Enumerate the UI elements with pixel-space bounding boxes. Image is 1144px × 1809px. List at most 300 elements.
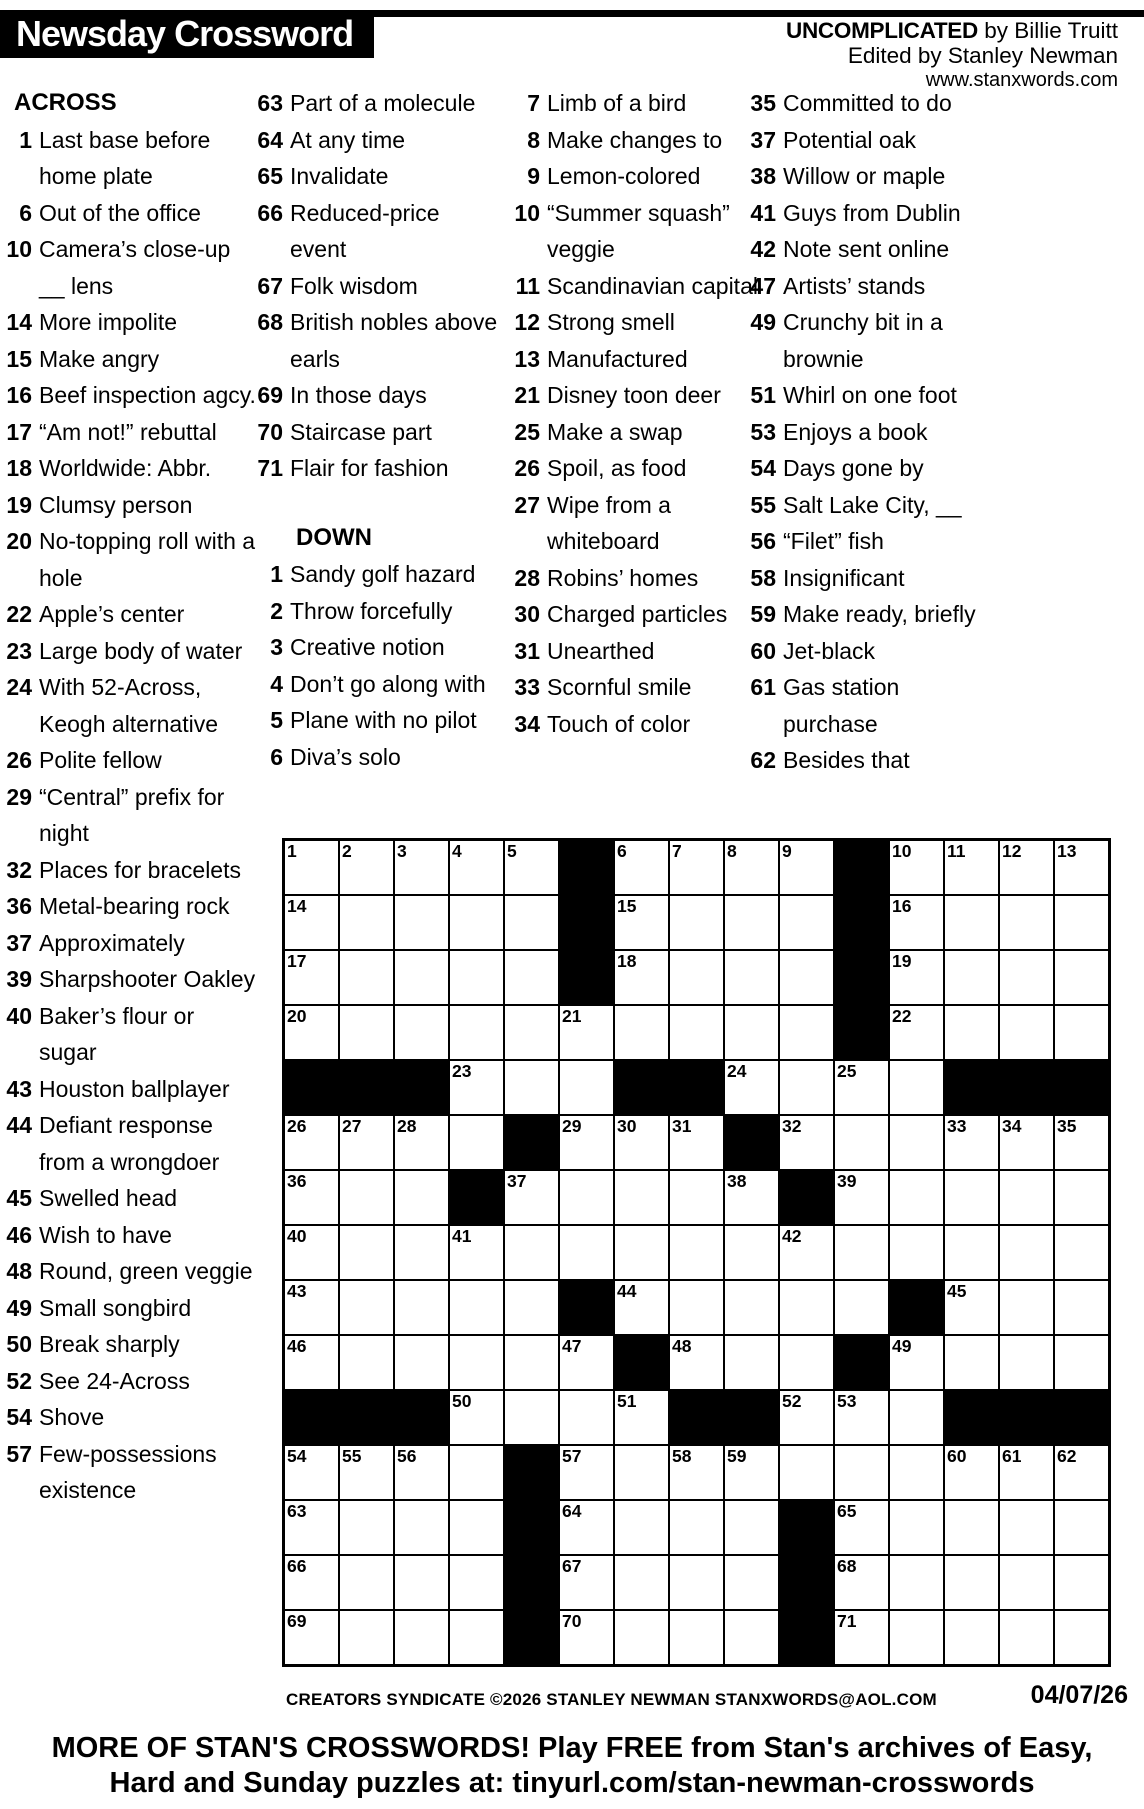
grid-cell[interactable] [724, 1555, 779, 1610]
grid-cell[interactable] [614, 1280, 669, 1335]
clue-number: 50 [6, 1331, 32, 1357]
clue-number: 23 [6, 637, 32, 664]
clue-text: Guys from Dublin [783, 199, 961, 226]
grid-cell[interactable] [724, 1170, 779, 1225]
grid-cell[interactable] [834, 1170, 889, 1225]
clue-number: 53 [750, 418, 776, 445]
grid-cell[interactable] [559, 1005, 614, 1060]
clue-text: Artists’ stands [783, 272, 926, 299]
clue-text: Strong smell [547, 309, 675, 335]
clue-text: Days gone by [783, 455, 924, 481]
grid-cell[interactable] [779, 1115, 834, 1170]
clue-across-20 [0, 523, 256, 596]
grid-cell[interactable] [339, 1500, 394, 1555]
clue-across-6 [0, 195, 256, 232]
grid-cell[interactable] [284, 840, 339, 895]
grid-cell[interactable] [889, 1005, 944, 1060]
grid-cell[interactable] [779, 1225, 834, 1280]
cell-number: 58 [672, 1446, 692, 1466]
grid-cell[interactable] [669, 950, 724, 1005]
clue-text: Break sharply [39, 1331, 180, 1357]
grid-cell[interactable] [779, 1445, 834, 1500]
grid-cell[interactable] [834, 1500, 889, 1555]
grid-cell[interactable] [944, 1555, 999, 1610]
grid-cell[interactable] [339, 1225, 394, 1280]
grid-cell[interactable] [1054, 1335, 1109, 1390]
grid-cell[interactable] [999, 1225, 1054, 1280]
grid-cell[interactable] [284, 1005, 339, 1060]
clue-down-28 [508, 560, 760, 597]
grid-cell[interactable] [394, 1445, 449, 1500]
grid-cell[interactable] [559, 1170, 614, 1225]
clue-number: 56 [750, 528, 776, 554]
grid-cell[interactable] [559, 1500, 614, 1555]
clue-number: 55 [750, 491, 776, 518]
grid-cell[interactable] [559, 1060, 614, 1115]
grid-cell[interactable] [1054, 1445, 1109, 1500]
grid-cell[interactable] [944, 895, 999, 950]
grid-cell[interactable] [1054, 950, 1109, 1005]
clue-number: 11 [515, 272, 540, 299]
clue-number: 3 [270, 634, 283, 660]
clue-number: 18 [6, 455, 32, 481]
grid-cell[interactable] [724, 1225, 779, 1280]
grid-cell[interactable] [449, 1005, 504, 1060]
grid-cell[interactable] [944, 1280, 999, 1335]
grid-cell[interactable] [834, 1555, 889, 1610]
grid-cell[interactable] [284, 1500, 339, 1555]
grid-cell[interactable] [669, 1610, 724, 1665]
grid-cell[interactable] [779, 950, 834, 1005]
clue-number: 36 [6, 893, 32, 919]
grid-cell[interactable] [614, 895, 669, 950]
clue-text: Plane with no pilot [290, 707, 477, 733]
grid-cell[interactable] [779, 1335, 834, 1390]
grid-cell[interactable] [559, 1225, 614, 1280]
clue-text: Insignificant [783, 564, 905, 591]
clue-down-47 [744, 268, 994, 305]
grid-cell[interactable] [669, 1500, 724, 1555]
grid-cell[interactable] [779, 1060, 834, 1115]
grid-cell[interactable] [1054, 840, 1109, 895]
cell-number: 50 [452, 1391, 472, 1411]
grid-cell[interactable] [449, 1115, 504, 1170]
grid-cell[interactable] [559, 1555, 614, 1610]
grid-cell[interactable] [504, 950, 559, 1005]
grid-cell[interactable] [449, 840, 504, 895]
grid-cell[interactable] [284, 1445, 339, 1500]
grid-cell[interactable] [1054, 1005, 1109, 1060]
clue-number: 24 [6, 674, 32, 700]
clue-text: Crunchy bit in a brownie [783, 309, 943, 372]
grid-cell[interactable] [339, 1335, 394, 1390]
clue-number: 46 [6, 1221, 32, 1248]
grid-cell[interactable] [449, 1335, 504, 1390]
grid-cell[interactable] [834, 1280, 889, 1335]
clue-down-34 [508, 706, 760, 743]
grid-cell[interactable] [944, 1115, 999, 1170]
grid-cell[interactable] [449, 1555, 504, 1610]
page-title: Newsday Crossword [0, 10, 374, 58]
cell-number: 9 [782, 841, 792, 861]
clue-across-36 [0, 888, 256, 925]
clue-text: Sharpshooter Oakley [39, 966, 256, 992]
grid-cell[interactable] [449, 1610, 504, 1665]
grid-cell[interactable] [669, 840, 724, 895]
grid-cell[interactable] [724, 840, 779, 895]
clue-across-26 [0, 742, 256, 779]
clue-number: 41 [750, 199, 776, 226]
promo-text [0, 1731, 1144, 1801]
grid-cell[interactable] [614, 1115, 669, 1170]
grid-cell[interactable] [614, 1610, 669, 1665]
grid-cell[interactable] [889, 1445, 944, 1500]
grid-cell[interactable] [999, 840, 1054, 895]
grid-cell[interactable] [944, 1335, 999, 1390]
grid-cell[interactable] [944, 1445, 999, 1500]
clue-number: 15 [6, 345, 32, 372]
grid-cell[interactable] [284, 1170, 339, 1225]
grid-cell[interactable] [559, 1445, 614, 1500]
clue-down-31 [508, 633, 760, 670]
grid-cell[interactable] [504, 1170, 559, 1225]
grid-cell[interactable] [394, 1225, 449, 1280]
grid-cell[interactable] [889, 1170, 944, 1225]
grid-cell[interactable] [889, 950, 944, 1005]
grid-cell[interactable] [889, 1060, 944, 1115]
grid-cell[interactable] [504, 1280, 559, 1335]
grid-cell[interactable] [999, 1445, 1054, 1500]
grid-cell[interactable] [559, 1335, 614, 1390]
cell-number: 11 [947, 841, 966, 861]
grid-cell[interactable] [394, 1005, 449, 1060]
clue-number: 61 [750, 674, 776, 700]
grid-cell[interactable] [999, 1610, 1054, 1665]
grid-cell[interactable] [944, 1500, 999, 1555]
grid-cell[interactable] [504, 1335, 559, 1390]
grid-cell[interactable] [339, 1555, 394, 1610]
grid-cell[interactable] [449, 1225, 504, 1280]
grid-cell[interactable] [394, 840, 449, 895]
grid-cell[interactable] [724, 1060, 779, 1115]
grid-cell-black [834, 1005, 889, 1060]
clue-number: 66 [257, 199, 283, 226]
grid-cell[interactable] [449, 1500, 504, 1555]
clue-down-6 [251, 739, 501, 776]
grid-cell[interactable] [614, 1555, 669, 1610]
grid-cell[interactable] [449, 895, 504, 950]
cell-number: 49 [892, 1336, 912, 1356]
clue-down-33 [508, 669, 760, 706]
clue-text: Besides that [783, 747, 910, 773]
grid-cell[interactable] [669, 1225, 724, 1280]
grid-cell[interactable] [559, 1390, 614, 1445]
puzzle-editor: Edited by Stanley Newman [847, 43, 1118, 68]
clue-text: Willow or maple [783, 163, 946, 189]
grid-cell[interactable] [339, 1170, 394, 1225]
grid-cell[interactable] [999, 1500, 1054, 1555]
grid-cell[interactable] [1054, 895, 1109, 950]
clue-across-14 [0, 304, 256, 341]
cell-number: 30 [617, 1116, 637, 1136]
clue-text: In those days [290, 382, 427, 408]
grid-cell[interactable] [999, 895, 1054, 950]
clue-number: 38 [750, 163, 776, 189]
grid-cell-black [394, 1060, 449, 1115]
clue-text: Creative notion [290, 634, 445, 660]
grid-cell[interactable] [504, 1060, 559, 1115]
grid-cell[interactable] [284, 895, 339, 950]
grid-cell[interactable] [834, 1445, 889, 1500]
cell-number: 26 [287, 1116, 307, 1136]
grid-cell[interactable] [724, 1500, 779, 1555]
clue-number: 59 [750, 601, 776, 627]
clue-across-43 [0, 1071, 256, 1108]
grid-cell[interactable] [944, 1005, 999, 1060]
clue-number: 21 [514, 382, 540, 408]
grid-cell[interactable] [449, 1060, 504, 1115]
grid-cell[interactable] [504, 1005, 559, 1060]
grid-cell[interactable] [614, 1390, 669, 1445]
grid-cell[interactable] [284, 1280, 339, 1335]
grid-cell[interactable] [669, 895, 724, 950]
clue-down-38 [744, 158, 994, 195]
grid-cell[interactable] [724, 895, 779, 950]
grid-cell[interactable] [614, 1170, 669, 1225]
grid-cell[interactable] [559, 1610, 614, 1665]
grid-cell[interactable] [284, 950, 339, 1005]
grid-cell-black [339, 1060, 394, 1115]
grid-cell[interactable] [669, 1335, 724, 1390]
clue-text: Part of a molecule [290, 90, 476, 116]
cell-number: 63 [287, 1501, 307, 1521]
clue-across-46 [0, 1217, 256, 1254]
grid-cell[interactable] [284, 1335, 339, 1390]
grid-cell[interactable] [834, 1060, 889, 1115]
grid-cell[interactable] [284, 1225, 339, 1280]
grid-cell[interactable] [339, 1610, 394, 1665]
grid-cell[interactable] [944, 1610, 999, 1665]
grid-cell[interactable] [449, 1390, 504, 1445]
grid-cell[interactable] [284, 1115, 339, 1170]
clue-text: Houston ballplayer [39, 1075, 230, 1102]
grid-cell[interactable] [614, 1225, 669, 1280]
grid-cell[interactable] [449, 950, 504, 1005]
grid-cell[interactable] [339, 1280, 394, 1335]
grid-cell[interactable] [669, 1555, 724, 1610]
grid-cell[interactable] [394, 895, 449, 950]
clue-text: Jet-black [783, 637, 876, 664]
grid-cell[interactable] [394, 1170, 449, 1225]
grid-cell-black [504, 1555, 559, 1610]
grid-cell[interactable] [339, 1445, 394, 1500]
grid-cell[interactable] [394, 1555, 449, 1610]
clue-text: Flair for fashion [290, 455, 449, 481]
cell-number: 18 [617, 951, 637, 971]
clue-text: Wipe from a whiteboard [547, 491, 671, 554]
cell-number: 14 [287, 896, 307, 916]
grid-cell[interactable] [999, 1335, 1054, 1390]
grid-cell[interactable] [999, 1555, 1054, 1610]
grid-cell[interactable] [724, 950, 779, 1005]
grid-cell[interactable] [394, 1335, 449, 1390]
grid-cell[interactable] [669, 1170, 724, 1225]
grid-cell[interactable] [669, 1280, 724, 1335]
grid-cell[interactable] [614, 840, 669, 895]
grid-cell[interactable] [944, 840, 999, 895]
clue-text: Lemon-colored [547, 163, 701, 189]
cell-number: 68 [837, 1556, 857, 1576]
grid-cell[interactable] [889, 1390, 944, 1445]
grid-cell[interactable] [284, 1610, 339, 1665]
grid-cell[interactable] [889, 1555, 944, 1610]
grid-cell[interactable] [1054, 1170, 1109, 1225]
grid-cell[interactable] [339, 950, 394, 1005]
grid-cell[interactable] [1054, 1555, 1109, 1610]
grid-cell[interactable] [779, 1005, 834, 1060]
grid-cell[interactable] [779, 895, 834, 950]
grid-cell[interactable] [614, 1005, 669, 1060]
grid-cell[interactable] [1054, 1610, 1109, 1665]
clue-down-12 [508, 304, 760, 341]
clue-down-25 [508, 414, 760, 451]
grid-cell[interactable] [779, 1390, 834, 1445]
grid-cell[interactable] [669, 1005, 724, 1060]
grid-cell-black [449, 1170, 504, 1225]
grid-cell[interactable] [834, 1610, 889, 1665]
grid-cell[interactable] [614, 1445, 669, 1500]
clue-text: Scandinavian capital [547, 272, 758, 299]
grid-cell[interactable] [724, 1335, 779, 1390]
clue-number: 33 [514, 674, 540, 700]
grid-cell[interactable] [834, 1225, 889, 1280]
clue-number: 16 [6, 382, 32, 408]
grid-cell[interactable] [889, 895, 944, 950]
clue-down-53 [744, 414, 994, 451]
grid-cell-black [1054, 1390, 1109, 1445]
grid-cell[interactable] [504, 895, 559, 950]
cell-number: 59 [727, 1446, 747, 1466]
grid-cell-black [779, 1170, 834, 1225]
clue-number: 57 [6, 1440, 32, 1467]
grid-cell[interactable] [999, 950, 1054, 1005]
grid-cell[interactable] [834, 1115, 889, 1170]
clue-across-32 [0, 852, 256, 889]
clue-number: 4 [270, 670, 283, 697]
clue-across-18 [0, 450, 256, 487]
cell-number: 22 [892, 1006, 912, 1026]
clue-number: 47 [750, 272, 776, 299]
clue-across-66 [251, 195, 501, 268]
grid-cell[interactable] [339, 840, 394, 895]
grid-cell[interactable] [394, 1610, 449, 1665]
grid-cell[interactable] [339, 1115, 394, 1170]
grid-cell[interactable] [614, 950, 669, 1005]
cell-number: 7 [672, 841, 682, 861]
clue-heading-down: DOWN [296, 523, 372, 551]
grid-cell[interactable] [889, 1335, 944, 1390]
grid-cell[interactable] [889, 1500, 944, 1555]
grid-cell[interactable] [449, 1280, 504, 1335]
clue-down-60 [744, 633, 994, 670]
grid-cell[interactable] [284, 1555, 339, 1610]
grid-cell[interactable] [394, 1115, 449, 1170]
grid-cell[interactable] [504, 1225, 559, 1280]
grid-cell[interactable] [339, 1005, 394, 1060]
grid-cell[interactable] [614, 1500, 669, 1555]
grid-cell[interactable] [944, 1225, 999, 1280]
grid-cell[interactable] [999, 1170, 1054, 1225]
grid-cell-black [834, 840, 889, 895]
cell-number: 38 [727, 1171, 747, 1191]
clue-across-22 [0, 596, 256, 633]
grid-cell[interactable] [724, 1610, 779, 1665]
grid-cell[interactable] [944, 1170, 999, 1225]
grid-cell[interactable] [889, 840, 944, 895]
grid-cell[interactable] [724, 1445, 779, 1500]
grid-cell[interactable] [779, 840, 834, 895]
grid-cell[interactable] [339, 895, 394, 950]
grid-cell[interactable] [1054, 1280, 1109, 1335]
clue-text: Staircase part [290, 418, 432, 445]
grid-cell[interactable] [889, 1225, 944, 1280]
grid-cell[interactable] [504, 1390, 559, 1445]
clue-text: Disney toon deer [547, 382, 721, 408]
clue-across-39 [0, 961, 256, 998]
clue-across-37 [0, 925, 256, 962]
grid-cell[interactable] [394, 1500, 449, 1555]
grid-cell[interactable] [669, 1445, 724, 1500]
grid-cell[interactable] [449, 1445, 504, 1500]
grid-cell[interactable] [999, 1280, 1054, 1335]
grid-cell-black [724, 1115, 779, 1170]
clue-across-67 [251, 268, 501, 305]
grid-cell[interactable] [394, 950, 449, 1005]
grid-cell[interactable] [1054, 1500, 1109, 1555]
grid-cell[interactable] [1054, 1225, 1109, 1280]
cell-number: 69 [287, 1611, 307, 1631]
grid-cell[interactable] [724, 1005, 779, 1060]
grid-cell[interactable] [724, 1280, 779, 1335]
clue-text: Clumsy person [39, 491, 193, 518]
clue-number: 12 [514, 309, 540, 335]
clue-down-26 [508, 450, 760, 487]
grid-cell[interactable] [669, 1115, 724, 1170]
cell-number: 70 [562, 1611, 582, 1631]
grid-cell[interactable] [504, 840, 559, 895]
grid-cell[interactable] [999, 1115, 1054, 1170]
grid-cell[interactable] [834, 1390, 889, 1445]
cell-number: 12 [1002, 841, 1022, 861]
grid-cell[interactable] [944, 950, 999, 1005]
cell-number: 3 [397, 841, 407, 861]
grid-cell[interactable] [779, 1280, 834, 1335]
grid-cell[interactable] [889, 1115, 944, 1170]
grid-cell[interactable] [394, 1280, 449, 1335]
grid-cell[interactable] [999, 1005, 1054, 1060]
grid-cell[interactable] [889, 1610, 944, 1665]
clue-across-19 [0, 487, 256, 524]
clue-across-16 [0, 377, 256, 414]
clue-text: Make angry [39, 345, 160, 372]
clue-down-51 [744, 377, 994, 414]
grid-cell[interactable] [559, 1115, 614, 1170]
clue-across-24 [0, 669, 256, 742]
clue-across-44 [0, 1107, 256, 1180]
cell-number: 57 [562, 1446, 582, 1466]
grid-cell[interactable] [1054, 1115, 1109, 1170]
cell-number: 33 [947, 1116, 967, 1136]
